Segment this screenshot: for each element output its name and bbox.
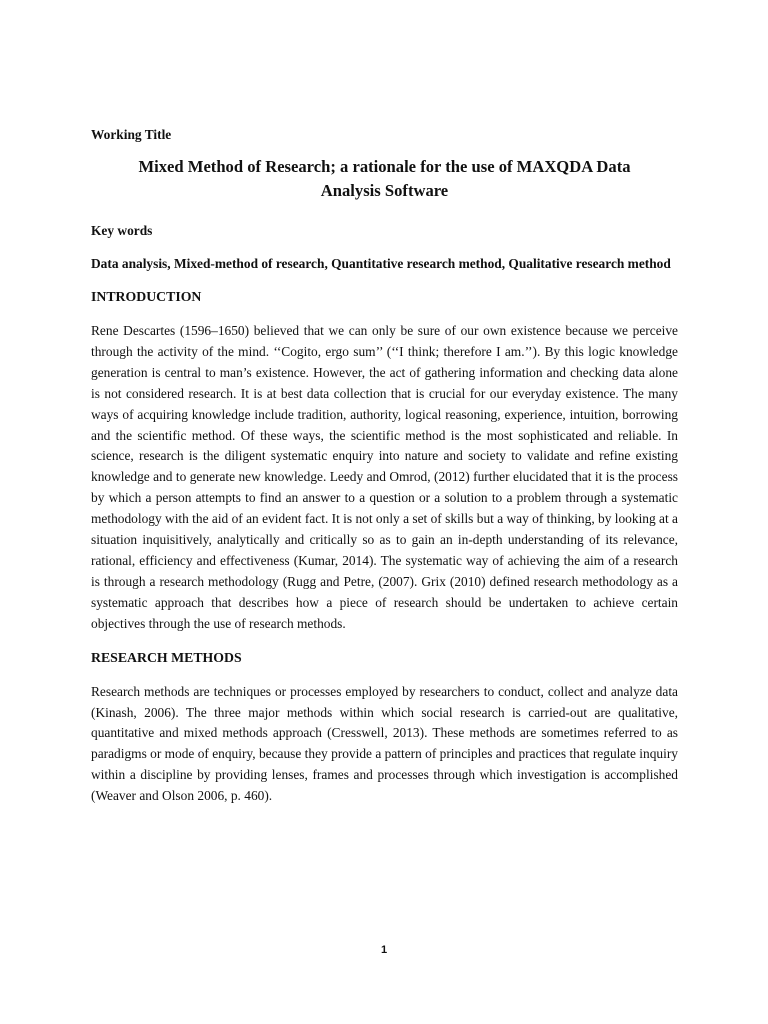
research-methods-paragraph: Research methods are techniques or processes employed by researchers to conduct, collect and analyze data (Kinash, 2006). The three major methods within which social research is carried-out are qualitative, quantitative and mixed methods approach (Cresswell, 2013). These methods are sometimes referred to as paradigms or mode of enquiry, because they provide a pattern of principles and practices that regulate inquiry within a discipline by providing lenses, frames and processes through which investigation is accomplished (Weaver and Olson 2006, p. 460).: [91, 683, 678, 804]
page-number: 1: [380, 944, 388, 956]
keywords-list: Data analysis, Mixed-method of research, Quantitative research method, Qualitative research method: [91, 256, 671, 271]
working-title-label: Working Title: [91, 127, 172, 142]
introduction-paragraph: Rene Descartes (1596–1650) believed that we can only be sure of our own existence because we perceive through the activity of the mind. ‘‘Cogito, ergo sum’’ (‘‘I think; therefore I am.’’). By this logic knowledge generation is central to man’s existence. However, the act of gathering information and checking data alone is not considered research. It is at best data collection that is crucial for our everyday existence. The many ways of acquiring knowledge include tradition, authority, logical reasoning, experience, intuition, borrowing and the scientific method. Of these ways, the scientific method is the most sophisticated and reliable. In science, research is the diligent systematic enquiry into nature and society to validate and refine existing knowledge and to generate new knowledge. Leedy and Omrod, (2012) further elucidated that it is the process by which a person attempts to find an answer to a question or a solution to a problem through a systematic methodology with the aid of an evident fact. It is not only a set of skills but a way of thinking, by looking at a situation inquisitively, analytically and critically so as to gain an in-depth understanding of its relevance, rational, efficiency and effectiveness (Kumar, 2014). The systematic way of achieving the aim of a research is through a research methodology (Rugg and Petre, (2007). Grix (2010) defined research methodology as a systematic approach that describes how a piece of research should be undertaken to achieve certain objectives through the use of research methods.: [91, 323, 678, 631]
section-heading-research-methods: RESEARCH METHODS: [91, 649, 242, 665]
document-title: Mixed Method of Research; a rationale for the use of MAXQDA Data Analysis Software: [138, 157, 631, 200]
keywords-label: Key words: [91, 223, 153, 238]
section-heading-introduction: INTRODUCTION: [91, 289, 202, 304]
document-body: [91, 124, 678, 807]
